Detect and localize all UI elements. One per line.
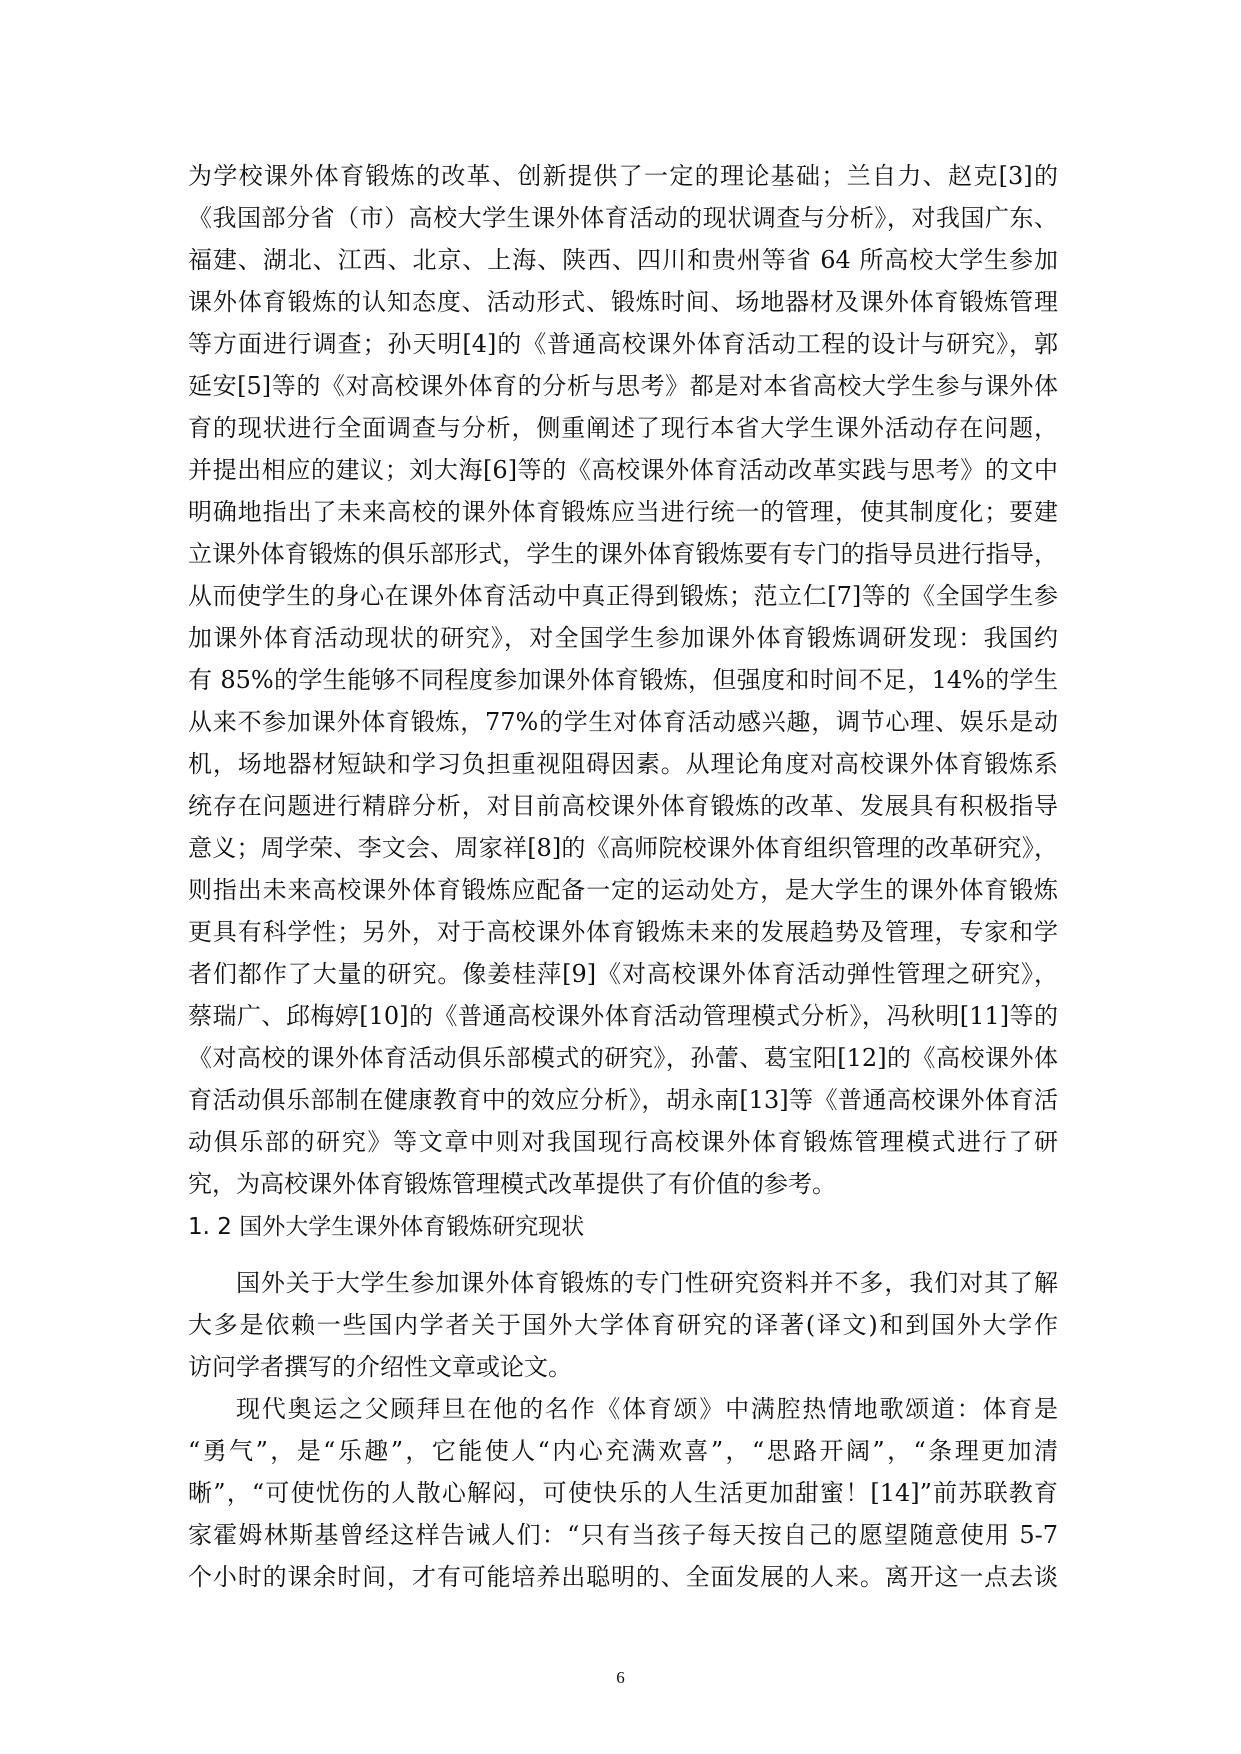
text-line: 则指出未来高校课外体育锻炼应配备一定的运动处方，是大学生的课外体育锻炼 (188, 876, 1058, 904)
text-line: 为学校课外体育锻炼的改革、创新提供了一定的理论基础；兰自力、赵克[3]的 (188, 162, 1058, 190)
text-line: 《对高校的课外体育活动俱乐部模式的研究》，孙蕾、葛宝阳[12]的《高校课外体 (188, 1044, 1058, 1072)
text-line: 现代奥运之父顾拜旦在他的名作《体育颂》中满腔热情地歌颂道：体育是 (236, 1395, 1058, 1423)
text-line: 从而使学生的身心在课外体育活动中真正得到锻炼；范立仁[7]等的《全国学生参 (188, 582, 1058, 610)
text-line: 等方面进行调查；孙天明[4]的《普通高校课外体育活动工程的设计与研究》，郭 (188, 330, 1058, 358)
text-line: 立课外体育锻炼的俱乐部形式，学生的课外体育锻炼要有专门的指导员进行指导， (188, 540, 1058, 568)
page-number: 6 (616, 1668, 625, 1687)
text-line: 个小时的课余时间，才有可能培养出聪明的、全面发展的人来。离开这一点去谈 (188, 1563, 1058, 1591)
paragraph-foreign-research (188, 1262, 1058, 1598)
text-line: 蔡瑞广、邱梅婷[10]的《普通高校课外体育活动管理模式分析》，冯秋明[11]等的 (188, 1002, 1058, 1030)
text-line: 统存在问题进行精辟分析，对目前高校课外体育锻炼的改革、发展具有积极指导 (188, 792, 1058, 820)
text-line: 国外关于大学生参加课外体育锻炼的专门性研究资料并不多，我们对其了解 (236, 1269, 1058, 1297)
paragraph-literature-review (188, 155, 1058, 1205)
text-line: 从来不参加课外体育锻炼，77%的学生对体育活动感兴趣，调节心理、娱乐是动 (188, 708, 1058, 736)
text-line: 育的现状进行全面调查与分析，侧重阐述了现行本省大学生课外活动存在问题， (188, 414, 1058, 442)
text-line: “勇气”，是“乐趣”，它能使人“内心充满欢喜”，“思路开阔”，“条理更加清 (188, 1437, 1058, 1465)
section-heading: 1. 2 国外大学生课外体育锻炼研究现状 (188, 1214, 585, 1240)
text-line: 更具有科学性；另外，对于高校课外体育锻炼未来的发展趋势及管理，专家和学 (188, 918, 1058, 946)
text-line: 机，场地器材短缺和学习负担重视阻碍因素。从理论角度对高校课外体育锻炼系 (188, 750, 1058, 778)
text-line: 加课外体育活动现状的研究》，对全国学生参加课外体育锻炼调研发现：我国约 (188, 624, 1058, 652)
text-line: 并提出相应的建议；刘大海[6]等的《高校课外体育活动改革实践与思考》的文中 (188, 456, 1058, 484)
text-line: 延安[5]等的《对高校课外体育的分析与思考》都是对本省高校大学生参与课外体 (188, 372, 1058, 400)
text-line: 晰”，“可使忧伤的人散心解闷，可使快乐的人生活更加甜蜜！[14]”前苏联教育 (188, 1479, 1058, 1507)
text-line: 明确地指出了未来高校的课外体育锻炼应当进行统一的管理，使其制度化；要建 (188, 498, 1058, 526)
text-line: 课外体育锻炼的认知态度、活动形式、锻炼时间、场地器材及课外体育锻炼管理 (188, 288, 1058, 316)
text-line: 究，为高校课外体育锻炼管理模式改革提供了有价值的参考。 (188, 1170, 836, 1198)
text-line: 育活动俱乐部制在健康教育中的效应分析》，胡永南[13]等《普通高校课外体育活 (188, 1086, 1058, 1114)
text-line: 家霍姆林斯基曾经这样告诫人们：“只有当孩子每天按自己的愿望随意使用 5-7 (188, 1521, 1058, 1549)
text-line: 福建、湖北、江西、北京、上海、陕西、四川和贵州等省 64 所高校大学生参加 (188, 246, 1058, 274)
text-line: 动俱乐部的研究》等文章中则对我国现行高校课外体育锻炼管理模式进行了研 (188, 1128, 1058, 1156)
text-line: 意义；周学荣、李文会、周家祥[8]的《高师院校课外体育组织管理的改革研究》， (188, 834, 1058, 862)
text-line: 访问学者撰写的介绍性文章或论文。 (188, 1353, 572, 1381)
text-line: 《我国部分省（市）高校大学生课外体育活动的现状调查与分析》，对我国广东、 (188, 204, 1058, 232)
text-line: 者们都作了大量的研究。像姜桂萍[9]《对高校课外体育活动弹性管理之研究》， (188, 960, 1058, 988)
text-line: 有 85%的学生能够不同程度参加课外体育锻炼，但强度和时间不足，14%的学生 (188, 666, 1058, 694)
text-line: 大多是依赖一些国内学者关于国外大学体育研究的译著(译文)和到国外大学作 (188, 1311, 1058, 1339)
